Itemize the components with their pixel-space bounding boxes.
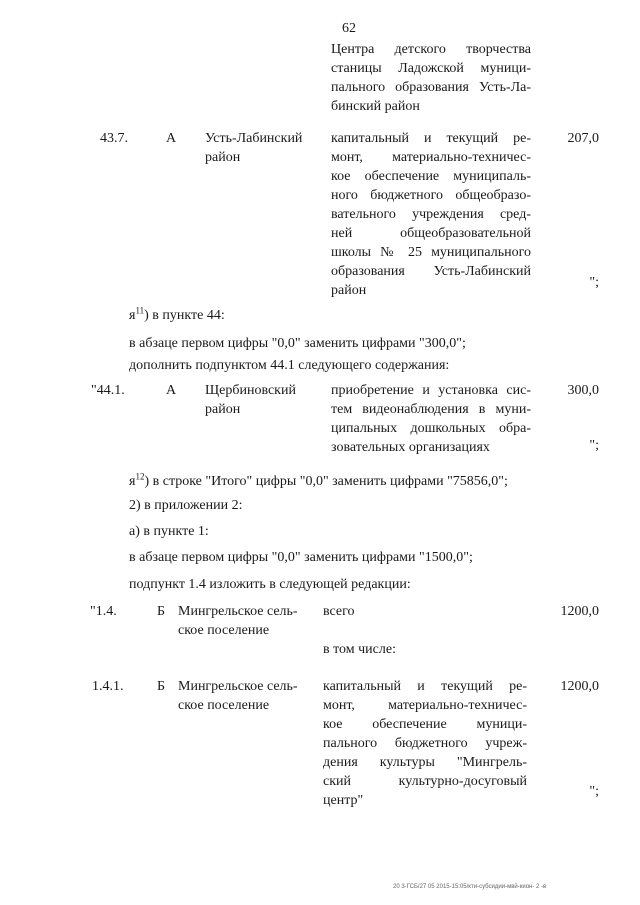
- paragraph-text: а) в пункте 1:: [129, 524, 209, 539]
- paragraph-item-ya12: [129, 472, 508, 491]
- footnote-number: 11: [135, 305, 145, 316]
- row-district: [178, 677, 298, 715]
- paragraph-text: ) в пункте 44:: [144, 308, 225, 323]
- desc-line: дения культуры "Мингрель-: [323, 755, 527, 770]
- row-district: [205, 381, 296, 419]
- paragraph-item-ya11: [129, 306, 225, 325]
- row-closing-quote: ";: [589, 275, 599, 290]
- row-category: Б: [157, 679, 166, 694]
- desc-line: монт, материально-техничес-: [331, 150, 531, 165]
- paragraph-prefix: я: [129, 474, 136, 489]
- document-footer-stamp: 20 3-ГСБ/27 05 2015-15:05/кти-субсидии-мвй-кион- 2 -в: [393, 884, 547, 890]
- paragraph-text: 2) в приложении 2:: [129, 498, 243, 513]
- desc-line: ципальных дошкольных обра-: [331, 421, 531, 436]
- continuation-line: станицы Ладожской муници-: [331, 61, 531, 76]
- row-closing-quote: ";: [589, 784, 599, 799]
- row-amount: 1200,0: [560, 679, 599, 694]
- row-category: Б: [157, 604, 166, 619]
- row-district: [178, 602, 298, 640]
- desc-line: пального бюджетного учреж-: [323, 736, 527, 751]
- continuation-text: [331, 40, 531, 116]
- district-line: Щербиновский: [205, 383, 296, 398]
- row-description: [323, 677, 527, 810]
- desc-line: кое обеспечение муници-: [323, 717, 527, 732]
- desc-line: образования Усть-Лабинский: [331, 264, 531, 279]
- district-line: Усть-Лабинский: [205, 131, 303, 146]
- desc-line: ней общеобразовательной: [331, 226, 531, 241]
- district-line: Мингрельское сель-: [178, 604, 298, 619]
- desc-line: капитальный и текущий ре-: [323, 679, 527, 694]
- row-description: [331, 129, 531, 300]
- desc-line: вательного учреждения сред-: [331, 207, 531, 222]
- row-number: 1.4.1.: [92, 679, 124, 694]
- row-amount: 1200,0: [560, 604, 599, 619]
- desc-line: кое обеспечение муниципаль-: [331, 169, 531, 184]
- row-number: "1.4.: [90, 604, 117, 619]
- paragraph-text: подпункт 1.4 изложить в следующей редакции:: [129, 577, 411, 592]
- row-category: А: [166, 131, 177, 146]
- desc-line: тем видеонаблюдения в муни-: [331, 402, 531, 417]
- row-description: всего: [323, 604, 355, 619]
- district-line: район: [205, 402, 241, 417]
- page-number: 62: [342, 21, 356, 36]
- district-line: ское поселение: [178, 623, 270, 638]
- district-line: Мингрельское сель-: [178, 679, 298, 694]
- desc-line: район: [331, 283, 367, 298]
- continuation-line: бинский район: [331, 99, 420, 114]
- row-amount: 300,0: [567, 383, 599, 398]
- footnote-number: 12: [135, 471, 145, 482]
- desc-line: приобретение и установка сис-: [331, 383, 531, 398]
- paragraph-prefix: я: [129, 308, 136, 323]
- paragraph-text: в абзаце первом цифры "0,0" заменить цифрами "1500,0";: [129, 550, 473, 565]
- row-description-sub: в том числе:: [323, 642, 396, 657]
- row-number: "44.1.: [91, 383, 125, 398]
- row-closing-quote: ";: [589, 438, 599, 453]
- continuation-line: пального образования Усть-Ла-: [331, 80, 531, 95]
- district-line: ское поселение: [178, 698, 270, 713]
- paragraph-text: в абзаце первом цифры "0,0" заменить цифрами "300,0";: [129, 336, 466, 351]
- row-district: [205, 129, 302, 167]
- row-category: А: [166, 383, 177, 398]
- desc-line: школы № 25 муниципального: [331, 245, 531, 260]
- desc-line: зовательных организациях: [331, 440, 490, 455]
- row-description: [331, 381, 531, 457]
- row-number: 43.7.: [100, 131, 128, 146]
- paragraph-text: ) в строке "Итого" цифры "0,0" заменить цифрами "75856,0";: [144, 474, 508, 489]
- row-amount: 207,0: [567, 131, 599, 146]
- desc-line: ский культурно-досуговый: [323, 774, 527, 789]
- desc-line: центр": [323, 793, 364, 808]
- district-line: район: [205, 150, 241, 165]
- desc-line: монт, материально-техничес-: [323, 698, 527, 713]
- paragraph-text: дополнить подпунктом 44.1 следующего содержания:: [129, 358, 450, 373]
- desc-line: ного бюджетного общеобразо-: [331, 188, 531, 203]
- continuation-line: Центра детского творчества: [331, 42, 531, 57]
- desc-line: капитальный и текущий ре-: [331, 131, 531, 146]
